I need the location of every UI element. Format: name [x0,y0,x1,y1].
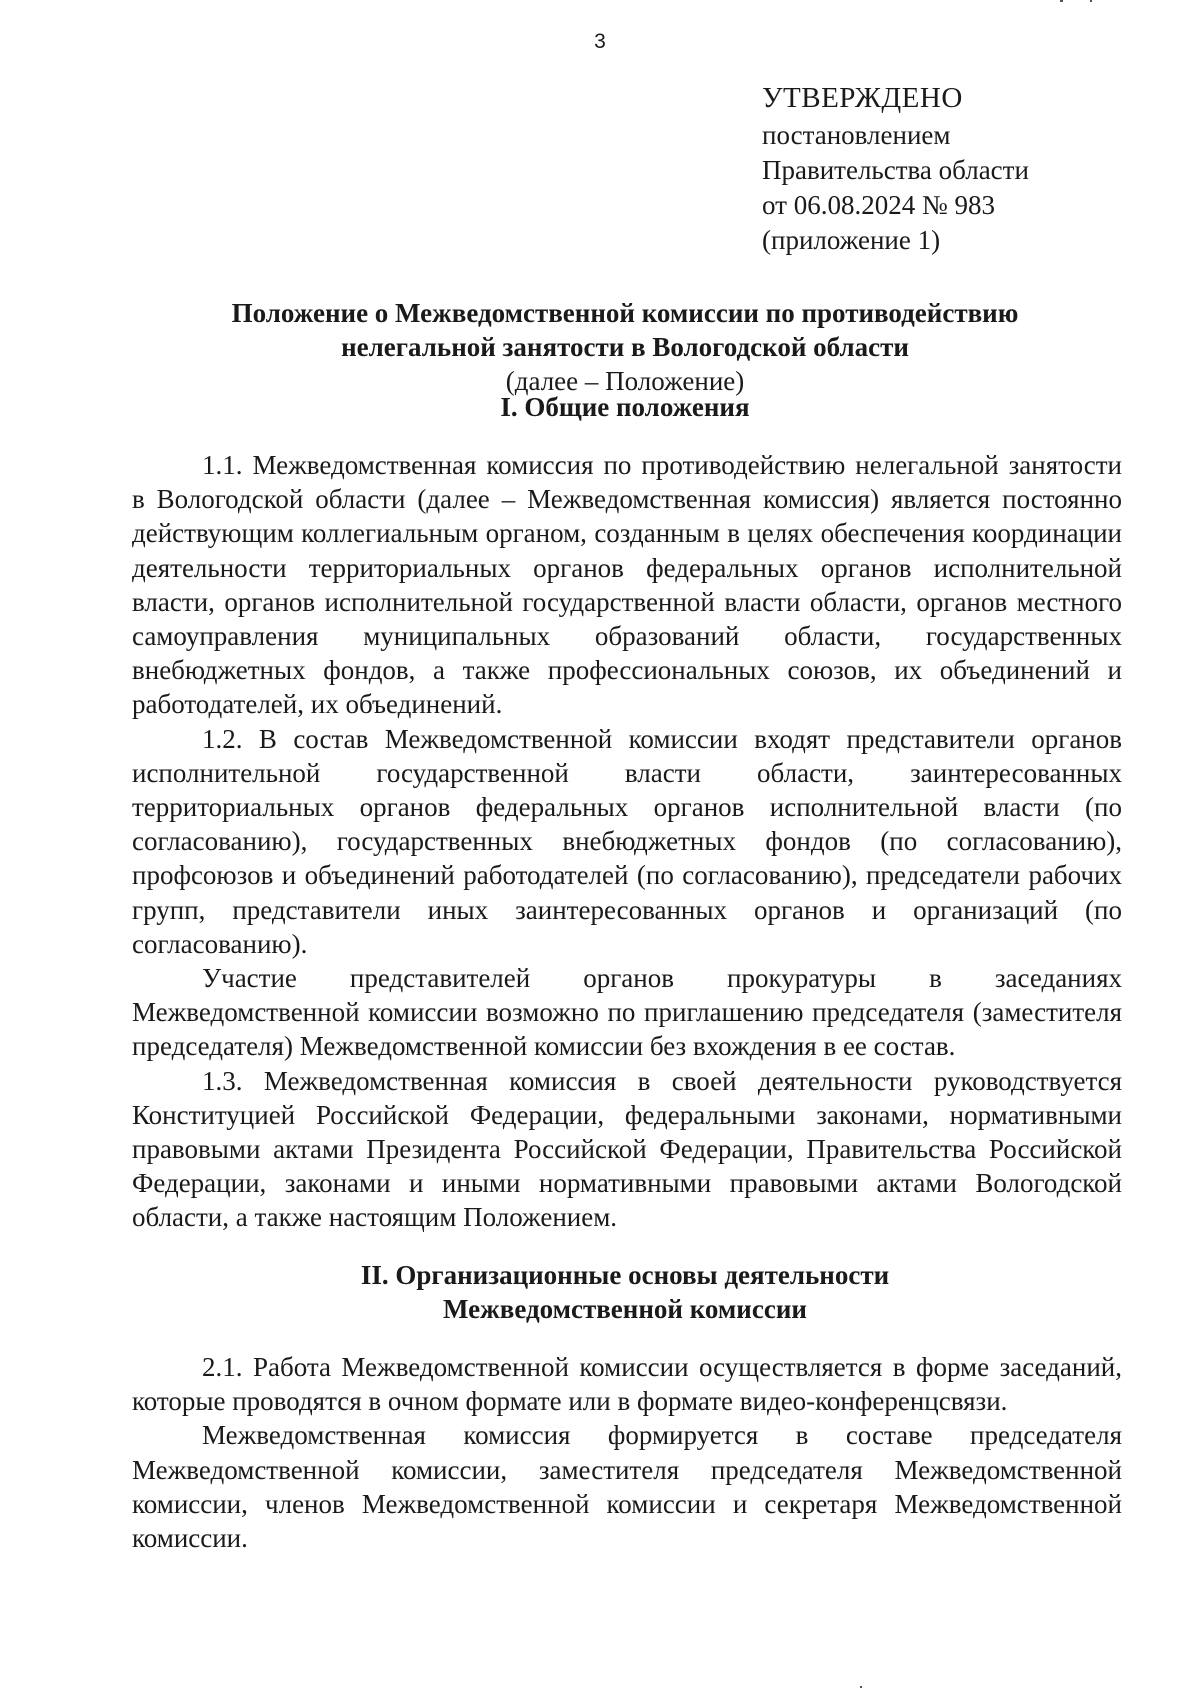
title-line: нелегальной занятости в Вологодской области [341,332,909,362]
scan-artifact [860,1686,862,1688]
section-1-body [132,448,1122,1235]
approval-stamp-block [762,78,1162,258]
section-heading-line: Межведомственной комиссии [443,1294,807,1324]
paragraph: 1.3. Межведомственная комиссия в своей деятельности руководствуется Конституцией Российской Федерации, федеральными законами, нормативными правовыми актами Президента Российской Федерации, Правительства Российской Федерации, законами и иными нормативными правовыми актами Вологодской области, а также настоящим Положением. [132,1065,1122,1233]
paragraph: 1.1. Межведомственная комиссия по противодействию нелегальной занятости в Вологодской области (далее – Межведомственная комиссия) является постоянно действующим коллегиальным органом, созданным в целях обеспечения координации деятельности территориальных органов федеральных органов исполнительной власти, органов исполнительной государственной власти области, органов местного самоуправления муниципальных образований области, государственных внебюджетных фондов, а также профессиональных союзов, их объединений и работодателей, их объединений. [132,450,1122,720]
section-2-body [132,1350,1122,1555]
approval-line: (приложение 1) [762,225,941,255]
section-heading [130,1258,1120,1326]
approval-line: Правительства области [762,155,1029,185]
paragraph: 2.1. Работа Межведомственной комиссии осуществляется в форме заседаний, которые проводятся в очном формате или в формате видео-конференцсвязи. [132,1352,1122,1417]
section-heading: I. Общие положения [500,392,750,422]
title-subline: (далее – Положение) [505,366,745,396]
section-heading-line: II. Организационные основы деятельности [360,1260,890,1290]
scan-artifact [1090,0,1092,2]
paragraph: 1.2. В состав Межведомственной комиссии входят представители органов исполнительной государственной власти области, заинтересованных территориальных органов федеральных органов исполнительной власти (по согласованию), государственных внебюджетных фондов (по согласованию), профсоюзов и объединений работодателей (по согласованию), председатели рабочих групп, представители иных заинтересованных органов и организаций (по согласованию). [132,723,1122,959]
document-title [130,296,1120,398]
title-line: Положение о Межведомственной комиссии по противодействию [231,298,1019,328]
scan-artifact [1060,0,1063,2]
approval-line: постановлением [762,120,951,150]
page-number: 3 [594,30,606,53]
paragraph: Участие представителей органов прокуратуры в заседаниях Межведомственной комиссии возможно по приглашению председателя (заместителя председателя) Межведомственной комиссии без вхождения в ее состав. [132,963,1122,1062]
paragraph: Межведомственная комиссия формируется в составе председателя Межведомственной комиссии, заместителя председателя Межведомственной комиссии, членов Межведомственной комиссии и секретаря Межведомственной комиссии. [132,1420,1122,1554]
approval-line: от 06.08.2024 № 983 [762,190,995,220]
approval-stamp: УТВЕРЖДЕНО [762,82,963,114]
